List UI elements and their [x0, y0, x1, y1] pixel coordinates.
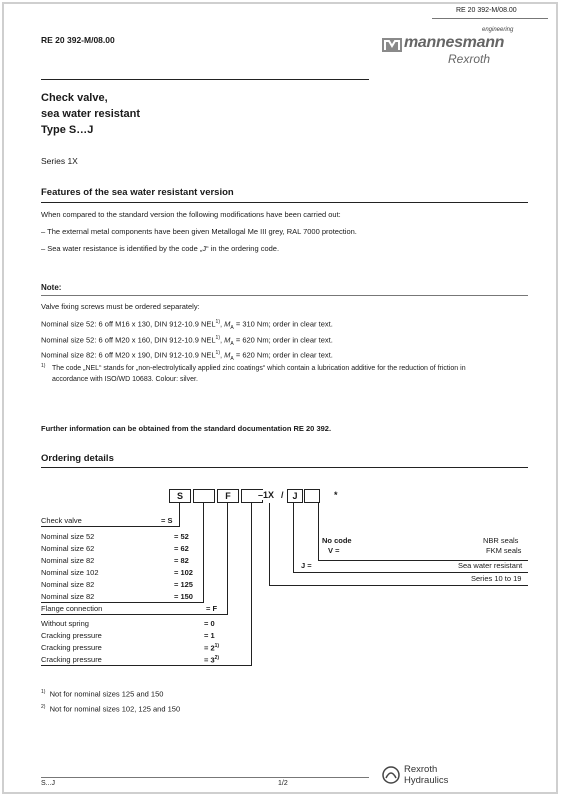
further-info: Further information can be obtained from the standard documentation RE 20 392.: [41, 424, 332, 433]
row-label-cracking-1: Cracking pressure: [41, 631, 102, 640]
row-code-3-fn: 2): [214, 655, 220, 661]
note-heading: Note:: [41, 283, 62, 292]
note-line2-m-sub: A: [230, 341, 234, 347]
ordering-rule: [41, 467, 528, 468]
logo-engineering: engineering: [482, 27, 514, 33]
features-rule: [41, 202, 528, 203]
sea-j-code: J =: [301, 561, 312, 570]
logo-rexroth: Rexroth: [448, 52, 491, 66]
features-item-1: – The external metal components have been given Metallogal Me III grey, RAL 7000 protection.: [41, 227, 357, 236]
code-box-size: [193, 489, 215, 503]
series-label: Series 1X: [41, 156, 78, 166]
code-box-star: *: [334, 490, 338, 500]
note-footnote-line1: The code „NEL“ stands for „non-electrolytically applied zinc coatings“ which contain a lubrication additive for the reduction of friction in: [52, 365, 466, 372]
sea-water-resistant: Sea water resistant: [458, 561, 523, 570]
note-line2-fn: 1): [215, 335, 220, 341]
note-footnote-line2: accordance with ISO/WD 10683. Colour: silver.: [52, 376, 198, 383]
series-range: Series 10 to 19: [471, 574, 522, 583]
row-label-without-spring: Without spring: [41, 619, 89, 628]
code-box-s: S: [169, 489, 191, 503]
connector-j: [293, 503, 294, 573]
connector-series: [269, 503, 270, 585]
rexroth-hydraulics-logo: [382, 762, 532, 790]
seal-nbr: NBR seals: [483, 536, 519, 545]
row-code-3-text: = 3: [204, 655, 215, 665]
doc-ref-top: RE 20 392-M/08.00: [456, 7, 517, 14]
note-footnote-mark: 1): [41, 363, 46, 369]
features-item-2: – Sea water resistance is identified by the code „J“ in the ordering code.: [41, 244, 280, 253]
ordering-footnote-1: [41, 689, 163, 699]
footer-brand-rexroth: Rexroth: [404, 764, 438, 775]
note-line3-torque: = 620 Nm; order in clear text.: [235, 350, 333, 360]
row-label-ns82: Nominal size 82: [41, 556, 95, 565]
rexroth-logo-icon: [382, 766, 400, 784]
code-box-seal: [304, 489, 320, 503]
row-label-check-valve: Check valve: [41, 516, 82, 525]
ordering-footnote-1-mark: 1): [41, 689, 46, 695]
note-line3-text: Nominal size 82: 6 off M20 x 190, DIN 912-10.9 NEL: [41, 350, 216, 360]
row-code-102: = 102: [174, 568, 193, 577]
row-code-3: [204, 655, 219, 665]
row-label-ns62: Nominal size 62: [41, 544, 95, 553]
series-rule: [269, 585, 528, 586]
note-line2-text: Nominal size 52: 6 off M20 x 160, DIN 912-10.9 NEL: [41, 335, 216, 345]
note-line2: Nominal size 52: 6 off M20 x 160, DIN 912-10.9 NEL$^{1)}$, $M_A = 620$ Nm; order in clear text.: [41, 335, 333, 347]
row-label-flange: Flange connection: [41, 604, 103, 613]
row-code-2-text: = 2: [204, 643, 215, 653]
connector-size: [203, 503, 204, 603]
code-slash-1: /: [281, 490, 284, 500]
doc-ref: RE 20 392-M/08.00: [41, 35, 115, 45]
row-label-cracking-2: Cracking pressure: [41, 643, 102, 652]
logo-mannesmann: mannesmann: [404, 34, 505, 51]
note-line3-m-sub: A: [230, 356, 234, 362]
footer-brand-hydraulics: Hydraulics: [404, 775, 449, 786]
row-code-82: = 82: [174, 556, 189, 565]
sea-rule: [293, 572, 528, 573]
row-label-ns150: Nominal size 82: [41, 592, 95, 601]
header-rule-top: [432, 18, 548, 19]
note-line1-m-sub: A: [230, 325, 234, 331]
row-code-62: = 62: [174, 544, 189, 553]
note-line2-m: M: [224, 335, 231, 345]
row-rule-size: [41, 602, 203, 603]
title-line1: Check valve,: [41, 92, 108, 104]
row-code-1: = 1: [204, 631, 215, 640]
note-line3-fn: 1): [215, 350, 220, 356]
note-line2-torque: = 620 Nm; order in clear text.: [235, 335, 333, 345]
ordering-footnote-2-text: Not for nominal sizes 102, 125 and 150: [49, 704, 181, 714]
note-line3: Nominal size 82: 6 off M20 x 190, DIN 912-10.9 NEL$^{1)}$, $M_A = 620$ Nm; order in clear text.: [41, 350, 333, 362]
ordering-footnote-2-mark: 2): [41, 704, 46, 710]
row-label-cracking-3: Cracking pressure: [41, 655, 102, 664]
row-code-52: = 52: [174, 532, 189, 541]
note-line1-fn: 1): [215, 319, 220, 325]
row-label-ns125: Nominal size 82: [41, 580, 95, 589]
mannesmann-logo: [382, 26, 532, 70]
seal-no-code: No code: [322, 536, 352, 545]
connector-f: [227, 503, 228, 615]
features-intro: When compared to the standard version the following modifications have been carried out:: [41, 210, 341, 219]
note-line1-torque: = 310 Nm; order in clear text.: [235, 319, 333, 329]
connector-seal: [318, 503, 319, 561]
seal-fkm: FKM seals: [486, 546, 522, 555]
mannesmann-logo-mark: [382, 36, 402, 54]
ordering-footnote-2: [41, 704, 180, 714]
row-code-s: = S: [161, 516, 173, 525]
row-label-ns52: Nominal size 52: [41, 532, 95, 541]
row-code-f: = F: [206, 604, 218, 613]
code-box-f: F: [217, 489, 239, 503]
note-line1-m: M: [224, 319, 231, 329]
seal-v-code: V =: [328, 546, 340, 555]
page-frame: [2, 2, 558, 794]
row-rule-spring: [41, 665, 251, 666]
ordering-heading: Ordering details: [41, 453, 114, 464]
header-rule: [41, 79, 369, 80]
row-label-ns102: Nominal size 102: [41, 568, 99, 577]
ordering-footnote-1-text: Not for nominal sizes 125 and 150: [49, 689, 164, 699]
row-rule-check-valve: [41, 526, 179, 527]
footer-rule: [41, 777, 369, 778]
note-rule: [41, 295, 528, 296]
note-line1-text: Nominal size 52: 6 off M16 x 130, DIN 912-10.9 NEL: [41, 319, 216, 329]
row-code-2-fn: 1): [214, 643, 220, 649]
title-line3: Type S…J: [41, 124, 94, 136]
note-line1: Nominal size 52: 6 off M16 x 130, DIN 912-10.9 NEL$^{1)}$, $M_A = 310$ Nm; order in clear text.: [41, 319, 333, 331]
footer-page-number: 1/2: [278, 780, 288, 787]
connector-s: [179, 503, 180, 527]
code-box-j: J: [287, 489, 303, 503]
connector-spring: [251, 503, 252, 666]
note-line3-m: M: [224, 350, 231, 360]
title-line2: sea water resistant: [41, 108, 141, 120]
row-code-150: = 150: [174, 592, 193, 601]
code-series: –1X: [258, 490, 275, 500]
features-heading: Features of the sea water resistant version: [41, 187, 234, 198]
footer-left: S...J: [41, 780, 56, 787]
row-code-2: [204, 643, 219, 653]
note-line0: Valve fixing screws must be ordered separately:: [41, 302, 200, 311]
row-rule-flange: [41, 614, 227, 615]
row-code-0: = 0: [204, 619, 215, 628]
row-code-125: = 125: [174, 580, 193, 589]
